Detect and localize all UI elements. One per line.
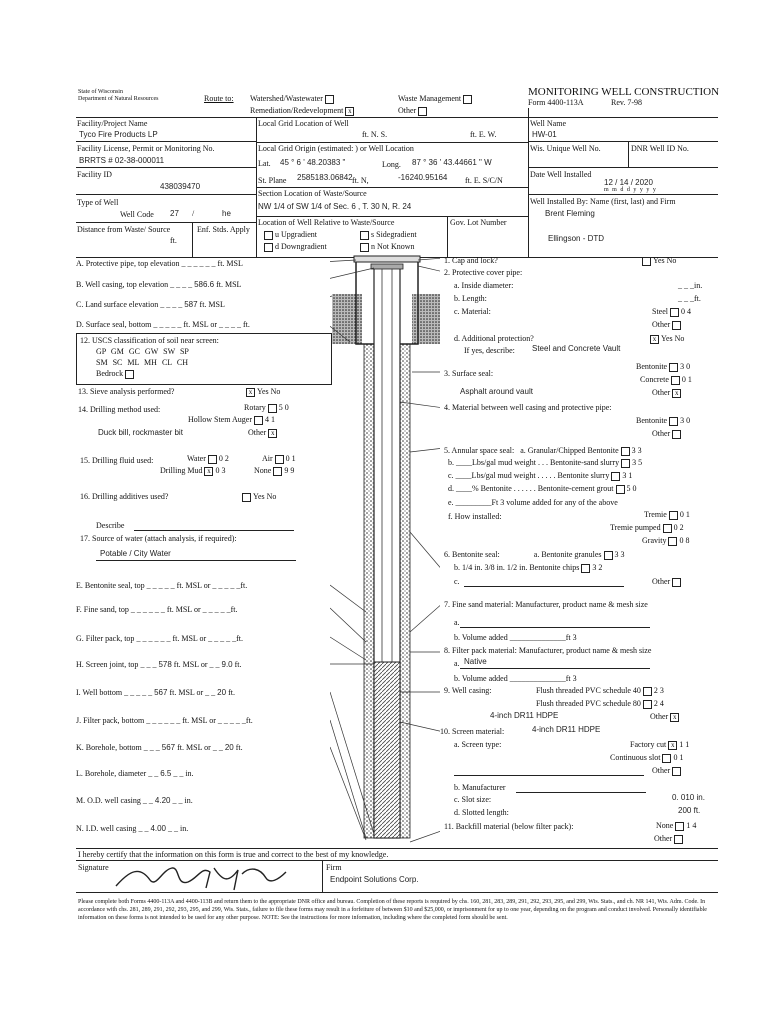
q10-value[interactable]: 4-inch DR11 HDPE [532,725,601,734]
q10a: a. Screen type: [454,740,502,749]
q4-other[interactable]: Other [652,429,683,439]
q11-other[interactable]: Other [654,834,685,844]
date-installed-label: Date Well Installed [530,170,592,179]
lat-label: Lat. [258,159,271,168]
distance-unit: ft. [170,236,177,245]
signature[interactable] [110,860,290,892]
row-f: F. Fine sand, top _ _ _ _ _ _ ft. MSL or _ _ _ _ _ft. [76,605,238,614]
q3-other-value[interactable]: Asphalt around vault [460,387,533,396]
st-plane-suffix: ft. E. S/C/N [465,176,503,185]
q10-screen-material: 10. Screen material: [440,727,505,736]
not-known-option[interactable]: n Not Known [358,242,415,252]
q9-well-casing: 9. Well casing: [444,686,492,695]
q5b[interactable]: b. ____Lbs/gal mud weight . . . Bentonite-sand slurry 3 5 [448,458,643,467]
type-of-well-label: Type of Well [77,198,119,207]
facility-label: Facility/Project Name [77,119,148,128]
row-g: G. Filter pack, top _ _ _ _ _ _ ft. MSL or _ _ _ _ _ft. [76,634,244,643]
water-source-label: 17. Source of water (attach analysis, if required): [80,534,237,543]
q7b: b. Volume added ______________ft 3 [454,633,577,642]
q7a: a. [454,618,460,627]
st-plane-label: St. Plane [258,176,287,185]
q2b: b. Length: [454,294,487,303]
q5c[interactable]: c. ____Lbs/gal mud weight . . . . . Bentonite slurry 3 1 [448,471,633,480]
st-plane-n[interactable]: 2585183.06842 [297,173,353,182]
q5f-gravity[interactable]: Gravity 0 8 [642,536,690,545]
q5-annular: 5. Annular space seal: a. Granular/Chipped Bentonite 3 3 [444,446,642,455]
q10c-value[interactable]: 0. 010 in. [672,793,705,802]
row-d: D. Surface seal, bottom _ _ _ _ _ ft. MSL or _ _ _ _ ft. [76,320,250,329]
unique-well-no-label: Wis. Unique Well No. [530,144,601,153]
q10d: d. Slotted length: [454,808,509,817]
q10a-continuous[interactable]: Continuous slot 0 1 [610,753,684,762]
license-label: Facility License, Permit or Monitoring No. [77,144,215,153]
facility-id-label: Facility ID [77,170,112,179]
additives-answer[interactable]: Yes No [240,492,276,502]
water-source-value[interactable]: Potable / City Water [100,549,171,558]
route-remediation[interactable]: Remediation/Redevelopment x [250,106,356,116]
q8b: b. Volume added ______________ft 3 [454,674,577,683]
q11-backfill: 11. Backfill material (below filter pack): [444,822,574,831]
route-other[interactable]: Other [398,106,429,116]
uscs-title: 12. USCS classification of soil near screen: [80,336,219,345]
well-diagram [330,252,440,852]
surface-seal-right [412,294,440,344]
fluid-air[interactable]: Air 0 1 [262,454,296,463]
additives-question: 16. Drilling additives used? [80,492,169,501]
fluid-mud[interactable]: Drilling Mud x 0 3 [160,466,226,475]
well-cap [371,264,403,269]
q6b[interactable]: b. 1/4 in. 3/8 in. 1/2 in. Bentonite chips 3 2 [454,563,603,572]
grid-origin-label: Local Grid Origin (estimated: ) or Well Location [258,144,414,153]
instructions-note: Please complete both Forms 4400-113A and 4400-113B and return them to the appropriate DNR office and bureau. Completion of these reports is required by chs. 160, 281, 283, 289, 291, 292, 293, 295, and 299, Wis. Stats., and ch. NR 141, Wis. Adm. Code. In accordance with chs. 281, 289, 291, 292, 293, 295, and 299, Wis. Stats., failure to file these forms may result in a forfeiture of between $10 and $25,000, or imprisonment for up to one year, depending on the program and conduct involved. Personally identifiable information on these forms is not intended to be used for any other purpose. NOTE: See the instructions for more information, including where the completed form should be sent. [78,899,707,921]
uscs-row-1[interactable]: GP GM GC GW SW SP [96,347,189,356]
q2d: d. Additional protection? [454,334,534,343]
q9-sched40[interactable]: Flush threaded PVC schedule 40 2 3 [536,686,664,695]
row-i: I. Well bottom _ _ _ _ _ 567 ft. MSL or _ _ 20 ft. [76,688,235,697]
section-value[interactable]: NW 1/4 of SW 1/4 of Sec. 6 , T. 30 N, R. 24 [258,202,412,211]
form-number: Form 4400-113A [528,98,584,107]
q6c: c. [454,577,460,586]
uscs-row-2[interactable]: SM SC ML MH CL CH [96,358,188,367]
q10a-factory[interactable]: Factory cut x 1 1 [630,740,690,749]
long-value[interactable]: 87 ° 36 ' 43.44661 " W [412,158,492,167]
q7-fine-sand: 7. Fine sand material: Manufacturer, product name & mesh size [444,600,648,609]
route-watershed[interactable]: Watershed/Wastewater [250,94,336,104]
q5f-tremie[interactable]: Tremie 0 1 [644,510,690,519]
q9-sched80[interactable]: Flush threaded PVC schedule 80 2 4 [536,699,664,708]
dnr-well-id-label: DNR Well ID No. [631,144,689,153]
q2d-answer[interactable]: x Yes No [648,334,684,344]
q3-bentonite[interactable]: Bentonite 3 0 [636,362,691,371]
q9-other-value[interactable]: 4-inch DR11 HDPE [490,711,559,720]
q6-other[interactable]: Other [652,577,683,587]
relative-label: Location of Well Relative to Waste/Source [258,218,395,227]
rotary-option[interactable]: Rotary 5 0 [244,403,289,412]
row-h: H. Screen joint, top _ _ _ 578 ft. MSL or _ _ 9.0 ft. [76,660,242,669]
q9-other[interactable]: Other x [650,712,681,722]
agency-name: State of Wisconsin [78,89,123,95]
q8a-value[interactable]: Native [464,657,487,666]
well-name-value[interactable]: HW-01 [532,130,557,139]
drill-other-value[interactable]: Duck bill, rockmaster bit [98,428,183,437]
installed-by-label: Well Installed By: Name (first, last) and Firm [530,197,676,206]
st-plane-e[interactable]: -16240.95164 [398,173,448,182]
installed-by-name[interactable]: Brent Fleming [545,209,595,218]
fluid-none[interactable]: None 9 9 [254,466,295,475]
row-b: B. Well casing, top elevation _ _ _ _ 586.6 ft. MSL [76,280,242,289]
form-rev: Rev. 7-98 [611,98,643,107]
drill-other-option[interactable]: Other x [248,428,279,438]
well-name-label: Well Name [530,119,567,128]
describe-label: Describe [96,521,125,530]
long-label: Long. [382,160,401,169]
hsa-option[interactable]: Hollow Stem Auger 4 1 [188,415,275,424]
drilling-method-label: 14. Drilling method used: [78,405,161,414]
installed-by-firm[interactable]: Ellingson - DTD [548,234,605,243]
signature-label: Signature [78,863,109,872]
q5f-tremie-pumped[interactable]: Tremie pumped 0 2 [610,523,684,532]
q11-none[interactable]: None 1 4 [656,821,697,830]
row-j: J. Filter pack, bottom _ _ _ _ _ _ ft. MSL or _ _ _ _ _ft. [76,716,253,725]
q3-concrete[interactable]: Concrete 0 1 [640,375,692,384]
row-n: N. I.D. well casing _ _ 4.00 _ _ in. [76,824,189,833]
q8a: a. [454,659,460,668]
q2d-describe-label: If yes, describe: [464,346,515,355]
facility-id-value[interactable]: 438039470 [160,182,201,191]
q8-filter-pack: 8. Filter pack material: Manufacturer, product name & mesh size [444,646,652,655]
q10b: b. Manufacturer [454,783,506,792]
row-e: E. Bentonite seal, top _ _ _ _ _ ft. MSL or _ _ _ _ _ft. [76,581,248,590]
row-c: C. Land surface elevation _ _ _ _ 587 ft. MSL [76,300,225,309]
q3-other[interactable]: Other x [652,388,683,398]
distance-label: Distance from Waste/ Source [77,225,171,234]
q5f: f. How installed: [448,512,502,521]
q2-cover-pipe: 2. Protective cover pipe: [444,268,523,277]
q2c-steel[interactable]: Steel 0 4 [652,307,691,316]
route-to-label: Route to: [204,94,234,103]
q3-surface-seal: 3. Surface seal: [444,369,494,378]
q2a: a. Inside diameter: [454,281,514,290]
protective-cap [354,256,420,262]
q10a-other[interactable]: Other [652,766,683,776]
row-l: L. Borehole, diameter _ _ 6.5 _ _ in. [76,769,194,778]
q2c: c. Material: [454,307,491,316]
surface-seal-left [332,294,362,344]
q4-material: 4. Material between well casing and protective pipe: [444,403,612,412]
enf-stds-label: Enf. Stds. Apply [197,225,250,234]
form-title: MONITORING WELL CONSTRUCTION [528,86,720,98]
sidegradient-option[interactable]: s Sidegradient [358,230,417,240]
lat-value[interactable]: 45 ° 6 ' 48.20383 " [280,158,346,167]
q4-bentonite[interactable]: Bentonite 3 0 [636,416,691,425]
q5d[interactable]: d. ____% Bentonite . . . . . . Bentonite-cement grout 5 0 [448,484,637,493]
q5e: e. _________Ft 3 volume added for any of the above [448,498,618,507]
local-grid-label: Local Grid Location of Well [258,119,349,128]
q10c: c. Slot size: [454,795,492,804]
sieve-question: 13. Sieve analysis performed? [78,387,175,396]
grid-n: ft. N. S. [362,130,388,139]
grid-e: ft. E. W. [470,130,497,139]
facility-value[interactable]: Tyco Fire Products LP [79,130,158,139]
route-waste-management[interactable]: Waste Management [398,94,474,104]
uscs-bedrock[interactable]: Bedrock [96,369,136,379]
firm-value[interactable]: Endpoint Solutions Corp. [330,875,419,884]
date-installed-value[interactable]: 12 / 14 / 2020 [604,178,653,187]
license-value[interactable]: BRRTS # 02-38-000011 [79,156,165,165]
firm-label: Firm [326,863,342,872]
fluid-water[interactable]: Water 0 2 [187,454,229,463]
well-code-label: Well Code [120,210,154,219]
q6-bentonite-seal: 6. Bentonite seal: a. Bentonite granules 3 3 [444,550,625,559]
q2d-describe-value[interactable]: Steel and Concrete Vault [532,344,621,353]
q1-cap-lock: 1. Cap and lock? [444,256,498,265]
drilling-fluid-label: 15. Drilling fluid used: [80,456,154,465]
row-m: M. O.D. well casing _ _ 4.20 _ _ in. [76,796,193,805]
q1-answer[interactable]: Yes No [640,256,676,266]
date-format: m m d d y y y y [604,187,657,193]
q2c-other[interactable]: Other [652,320,683,330]
row-k: K. Borehole, bottom _ _ _ 567 ft. MSL or _ _ 20 ft. [76,743,243,752]
q10d-value[interactable]: 200 ft. [678,806,701,815]
upgradient-option[interactable]: u Upgradient [262,230,317,240]
agency-dept: Department of Natural Resources [78,96,159,102]
certify-statement: I hereby certify that the information on this form is true and correct to the best of my knowledge. [78,850,389,859]
well-code-value[interactable]: 27 [170,209,179,218]
gov-lot-label: Gov. Lot Number [450,218,507,227]
section-label: Section Location of Waste/Source [258,189,367,198]
well-screen [374,662,400,838]
sieve-answer[interactable]: x Yes No [244,387,280,397]
downgradient-option[interactable]: d Downgradient [262,242,327,252]
well-code-suffix[interactable]: he [222,209,231,218]
row-a: A. Protective pipe, top elevation _ _ _ _ _ _ ft. MSL [76,259,243,268]
